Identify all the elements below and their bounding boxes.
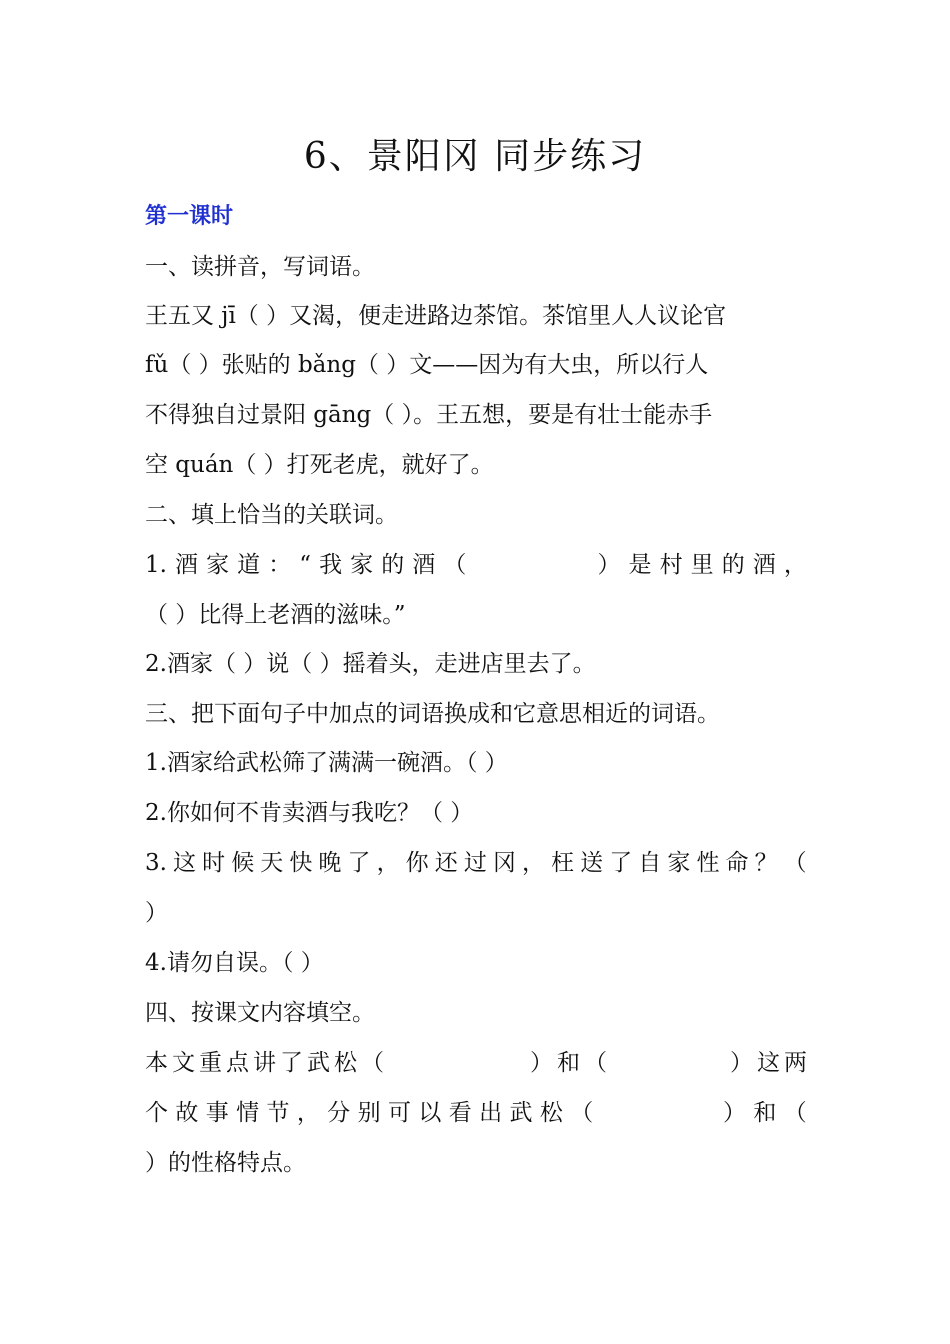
section-3-question-3-cont: ）: [145, 900, 168, 926]
section-3-question-3: [145, 848, 807, 878]
section-1-line-3: 不得独自过景阳 gāng（ ）。王五想，要是有壮士能赤手: [145, 402, 713, 428]
glyph: 节: [266, 1100, 290, 1126]
glyph: ？: [754, 850, 778, 876]
glyph: 看: [448, 1100, 472, 1126]
glyph: （: [584, 1050, 607, 1076]
glyph: 本: [145, 1050, 168, 1076]
glyph: ）: [730, 1050, 753, 1076]
glyph: 可: [388, 1100, 411, 1126]
lesson-subtitle: 第一课时: [145, 204, 234, 229]
section-4-line-2: [145, 1098, 807, 1128]
glyph: 酒: [752, 552, 776, 578]
glyph: 个: [145, 1100, 168, 1126]
glyph: 文: [172, 1050, 195, 1076]
section-1-line-1: 王五又 jī（ ）又渴，便走进路边茶馆。茶馆里人人议论官: [145, 303, 727, 329]
glyph: 这: [173, 850, 197, 876]
glyph: 酒: [175, 552, 199, 578]
glyph: 家: [350, 552, 374, 578]
section-1-line-2: fǔ（ ）张贴的 bǎng（ ）文——因为有大虫，所以行人: [145, 352, 709, 378]
glyph: 时: [202, 850, 226, 876]
glyph: 是: [628, 552, 652, 578]
glyph: ，: [296, 1100, 320, 1126]
glyph: 以: [418, 1100, 442, 1126]
glyph: 出: [479, 1100, 503, 1126]
glyph: 家: [206, 552, 230, 578]
glyph: ）: [597, 552, 621, 578]
glyph: ）: [723, 1100, 746, 1126]
glyph: 性: [696, 850, 720, 876]
glyph: 这: [757, 1050, 780, 1076]
glyph: 晚: [318, 850, 342, 876]
glyph: [601, 1098, 716, 1128]
glyph: （: [783, 850, 807, 876]
section-1-line-4: 空 quán（ ）打死老虎，就好了。: [145, 452, 494, 478]
glyph: （: [570, 1100, 594, 1126]
glyph: 重: [199, 1050, 222, 1076]
section-4-line-3: ）的性格特点。: [145, 1150, 306, 1176]
glyph: 过: [463, 850, 487, 876]
glyph: [474, 550, 589, 580]
section-2-question-1: [145, 550, 807, 580]
glyph: 武: [509, 1100, 533, 1126]
glyph: ，: [783, 552, 807, 578]
glyph: 快: [289, 850, 313, 876]
glyph: 了: [280, 1050, 303, 1076]
glyph: [611, 1048, 726, 1078]
section-3-question-1: 1.酒家给武松筛了满满一碗酒。（ ）: [145, 750, 508, 776]
glyph: 1.: [145, 552, 167, 578]
glyph: 我: [319, 552, 343, 578]
glyph: 讲: [253, 1050, 276, 1076]
glyph: 还: [434, 850, 458, 876]
glyph: 命: [725, 850, 749, 876]
glyph: 武: [307, 1050, 330, 1076]
glyph: 候: [231, 850, 255, 876]
glyph: 家: [667, 850, 691, 876]
glyph: ，: [376, 850, 400, 876]
glyph: 你: [405, 850, 429, 876]
glyph: 道: [237, 552, 261, 578]
glyph: （: [783, 1100, 807, 1126]
section-2-question-1-cont: （ ）比得上老酒的滋味。”: [145, 602, 406, 628]
section-1-heading: 一、读拼音，写词语。: [145, 254, 375, 280]
glyph: 和: [557, 1050, 580, 1076]
glyph: 枉: [551, 850, 575, 876]
section-3-question-2: 2.你如何不肯卖酒与我吃？（ ）: [145, 800, 474, 826]
glyph: 和: [753, 1100, 777, 1126]
glyph: 3.: [145, 850, 167, 876]
glyph: （: [443, 552, 467, 578]
section-2-question-2: 2.酒家（ ）说（ ）摇着头，走进店里去了。: [145, 651, 596, 677]
glyph: ：: [268, 552, 292, 578]
glyph: 天: [260, 850, 284, 876]
glyph: 了: [347, 850, 371, 876]
glyph: 自: [638, 850, 662, 876]
section-3-heading: 三、把下面句子中加点的词语换成和它意思相近的词语。: [145, 701, 720, 727]
glyph: ，: [521, 850, 545, 876]
glyph: 村: [659, 552, 683, 578]
section-4-line-1: [145, 1048, 807, 1078]
glyph: 别: [357, 1100, 381, 1126]
glyph: ）: [530, 1050, 553, 1076]
glyph: 的: [381, 552, 405, 578]
glyph: 冈: [492, 850, 516, 876]
glyph: 松: [334, 1050, 357, 1076]
glyph: 分: [327, 1100, 351, 1126]
glyph: 的: [721, 552, 745, 578]
glyph: 情: [236, 1100, 260, 1126]
glyph: 点: [226, 1050, 249, 1076]
section-4-heading: 四、按课文内容填空。: [145, 1000, 375, 1026]
glyph: （: [361, 1050, 384, 1076]
glyph: 酒: [412, 552, 436, 578]
glyph: 故: [175, 1100, 199, 1126]
glyph: 松: [539, 1100, 563, 1126]
section-2-heading: 二、填上恰当的关联词。: [145, 502, 398, 528]
section-3-question-4: 4.请勿自误。（ ）: [145, 950, 324, 976]
glyph: “: [299, 552, 312, 578]
glyph: 送: [580, 850, 604, 876]
glyph: 里: [690, 552, 714, 578]
glyph: 事: [205, 1100, 229, 1126]
glyph: 了: [609, 850, 633, 876]
glyph: 两: [784, 1050, 807, 1076]
glyph: [388, 1048, 526, 1078]
page-title: 6、景阳冈 同步练习: [303, 136, 647, 177]
